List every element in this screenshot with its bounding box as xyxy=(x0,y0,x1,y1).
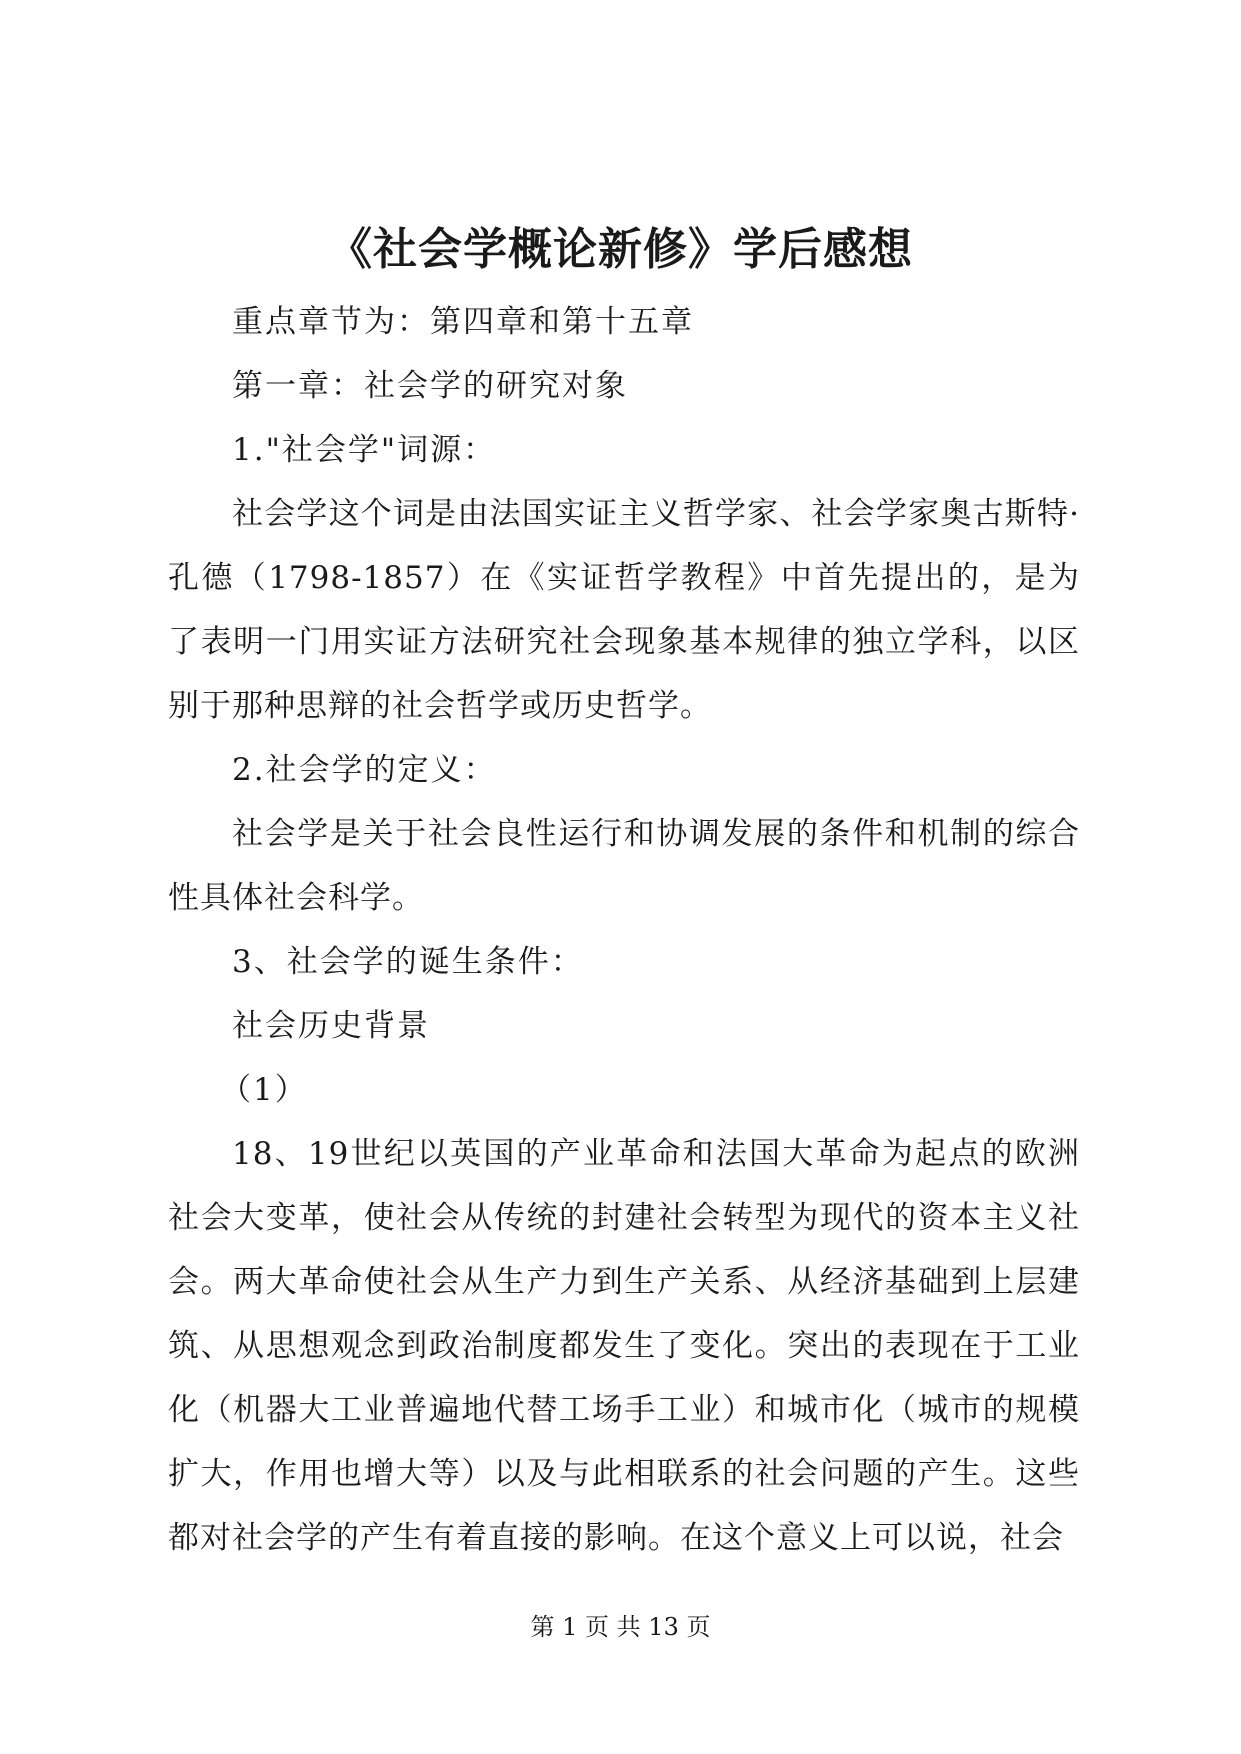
key-chapters-line: 重点章节为：第四章和第十五章 xyxy=(232,304,694,340)
document-body xyxy=(168,290,1080,1570)
etymology-heading: 1."社会学"词源： xyxy=(232,432,497,468)
historical-background-paragraph: 18、19世纪以英国的产业革命和法国大革命为起点的欧洲社会大变革，使社会从传统的封建社会转型为现代的资本主义社会。两大革命使社会从生产力到生产关系、从经济基础到上层建筑、从思想观念到政治制度都发生了变化。突出的表现在于工业化（机器大工业普遍地代替工场手工业）和城市化（城市的规模扩大，作用也增大等）以及与此相联系的社会问题的产生。这些都对社会学的产生有着直接的影响。在这个意义上可以说，社会 xyxy=(168,1136,1080,1556)
chapter-one-heading: 第一章：社会学的研究对象 xyxy=(232,368,628,404)
page-number-footer: 第 1 页 共 13 页 xyxy=(530,1613,711,1641)
etymology-paragraph: 社会学这个词是由法国实证主义哲学家、社会学家奥古斯特·孔德（1798-1857）在《实证哲学教程》中首先提出的，是为了表明一门用实证方法研究社会现象基本规律的独立学科，以区别于那种思辩的社会哲学或历史哲学。 xyxy=(168,496,1080,724)
item-one-marker: （1） xyxy=(220,1072,308,1108)
definition-heading: 2.社会学的定义： xyxy=(232,752,497,788)
birth-conditions-heading: 3、社会学的诞生条件： xyxy=(232,944,584,980)
historical-background-heading: 社会历史背景 xyxy=(232,1008,430,1044)
definition-paragraph: 社会学是关于社会良性运行和协调发展的条件和机制的综合性具体社会科学。 xyxy=(168,816,1080,916)
document-title: 《社会学概论新修》学后感想 xyxy=(328,224,913,275)
